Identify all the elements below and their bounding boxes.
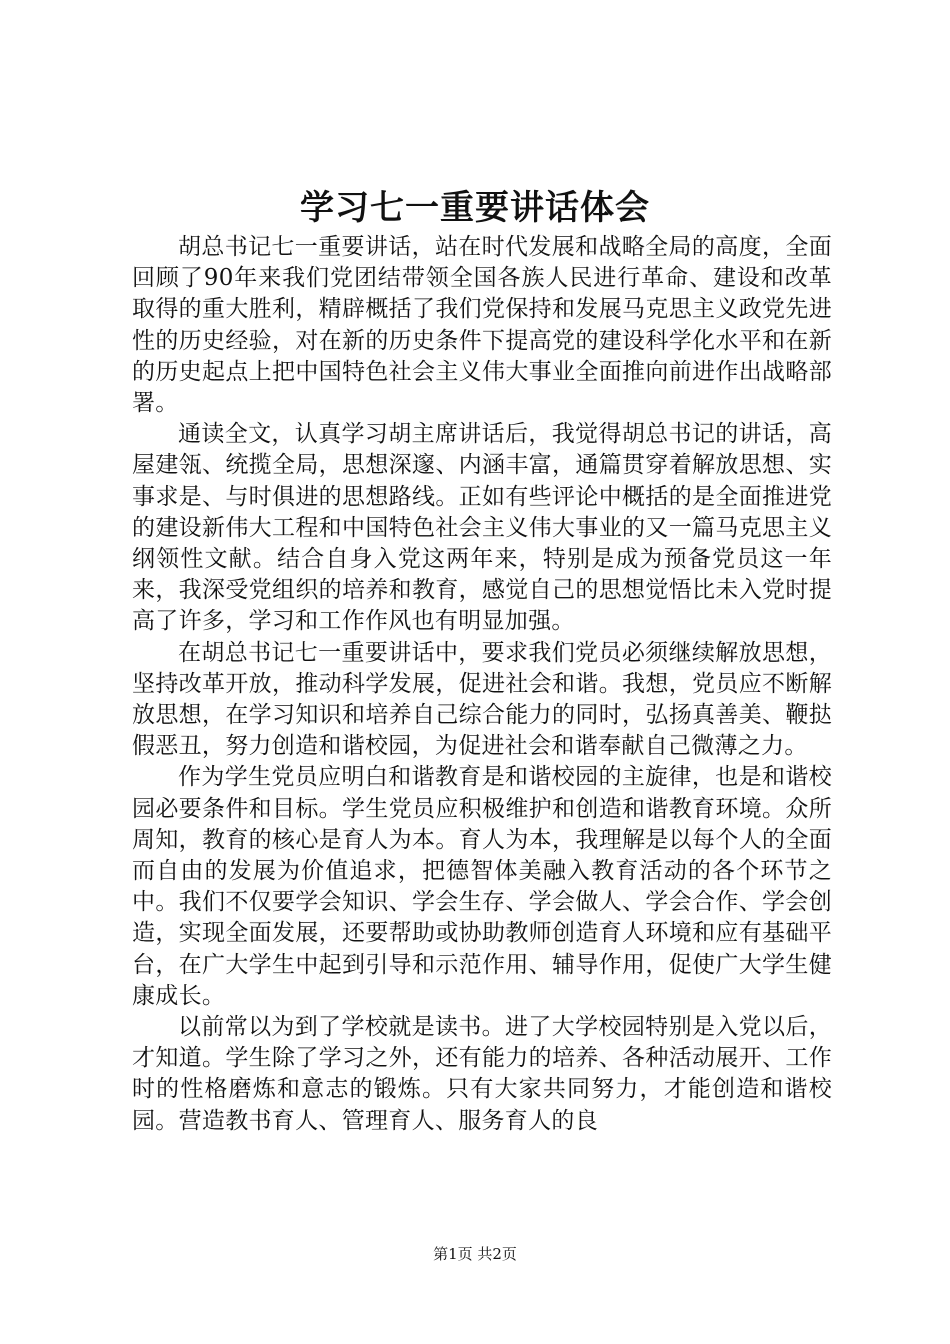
page-number-footer: 第1页 共2页 xyxy=(433,1245,517,1263)
paragraph: 在胡总书记七一重要讲话中，要求我们党员必须继续解放思想，坚持改革开放，推动科学发展，促进社会和谐。我想，党员应不断解放思想，在学习知识和培养自己综合能力的同时，弘扬真善美、鞭挞假恶丑，努力创造和谐校园，为促进社会和谐奉献自己微薄之力。 xyxy=(132,639,832,760)
paragraph: 作为学生党员应明白和谐教育是和谐校园的主旋律，也是和谐校园必要条件和目标。学生党员应积极维护和创造和谐教育环境。众所周知，教育的核心是育人为本。育人为本，我理解是以每个人的全面而自由的发展为价值追求，把德智体美融入教育活动的各个环节之中。我们不仅要学会知识、学会生存、学会做人、学会合作、学会创造，实现全面发展，还要帮助或协助教师创造育人环境和应有基础平台，在广大学生中起到引导和示范作用、辅导作用，促使广大学生健康成长。 xyxy=(132,764,832,1009)
document-title: 学习七一重要讲话体会 xyxy=(300,188,650,228)
paragraph: 胡总书记七一重要讲话，站在时代发展和战略全局的高度，全面回顾了90年来我们党团结带领全国各族人民进行革命、建设和改革取得的重大胜利，精辟概括了我们党保持和发展马克思主义政党先进性的历史经验，对在新的历史条件下提高党的建设科学化水平和在新的历史起点上把中国特色社会主义伟大事业全面推向前进作出战略部署。 xyxy=(132,234,832,417)
paragraph: 以前常以为到了学校就是读书。进了大学校园特别是入党以后，才知道。学生除了学习之外，还有能力的培养、各种活动展开、工作时的性格磨炼和意志的锻炼。只有大家共同努力，才能创造和谐校园。营造教书育人、管理育人、服务育人的良 xyxy=(132,1014,832,1134)
document-body xyxy=(132,232,832,1137)
paragraph: 通读全文，认真学习胡主席讲话后，我觉得胡总书记的讲话，高屋建瓴、统揽全局，思想深邃、内涵丰富，通篇贯穿着解放思想、实事求是、与时俱进的思想路线。正如有些评论中概括的是全面推进党的建设新伟大工程和中国特色社会主义伟大事业的又一篇马克思主义纲领性文献。结合自身入党这两年来，特别是成为预备党员这一年来，我深受党组织的培养和教育，感觉自己的思想觉悟比未入党时提高了许多，学习和工作作风也有明显加强。 xyxy=(132,421,832,635)
